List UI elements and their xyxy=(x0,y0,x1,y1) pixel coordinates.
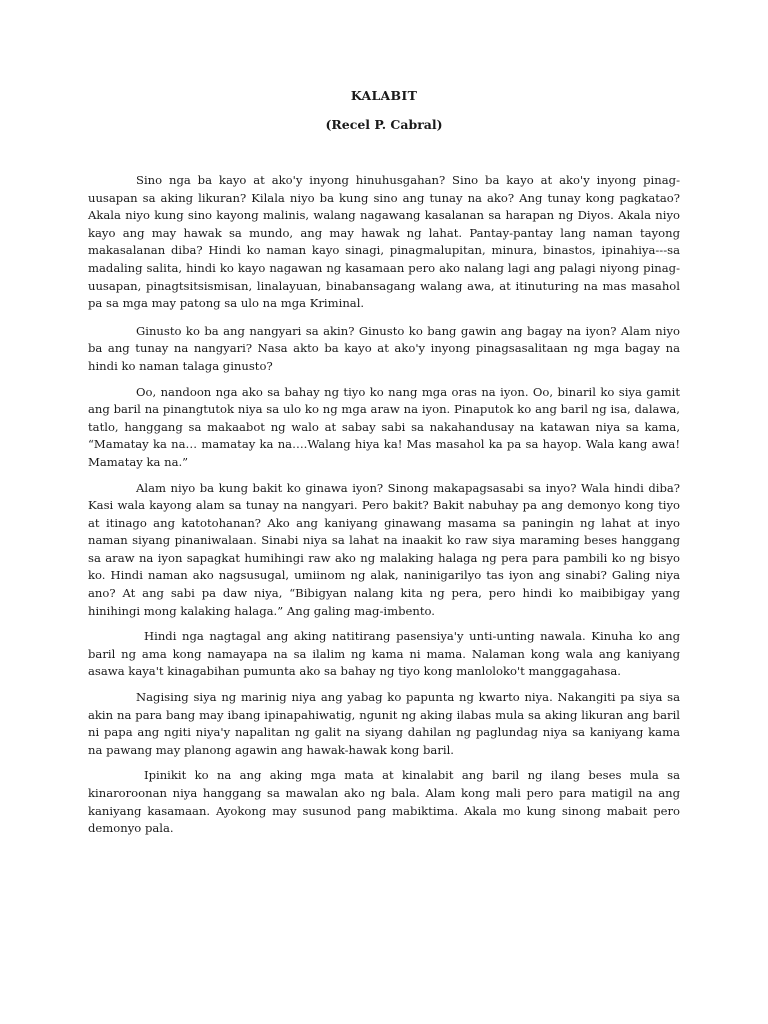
paragraph-1: Sino nga ba kayo at ako'y inyong hinuhusgahan? Sino ba kayo at ako'y inyong pinag-uusapan sa aking likuran? Kilala niyo ba kung sino ang tunay na ako? Ang tunay kong pagkatao? Akala niyo kung sino kayong malinis, walang nagawang kasalanan sa harapan ng Diyos. Akala niyo kayo ang may hawak sa mundo, ang may hawak ng lahat. Pantay-pantay lang naman tayong makasalanan diba? Hindi ko naman kayo sinagi, pinagmalupitan, minura, binastos, ipinahiya---sa madaling salita, hindi ko kayo nagawan ng kasamaan pero ako nalang lagi ang palagi niyong pinag-uusapan, pinagtsitsismisan, linalayuan, binabansagang walang awa, at itinuturing na mas masahol pa sa mga may patong sa ulo na mga Kriminal. xyxy=(88,173,680,311)
document-page xyxy=(88,88,680,846)
paragraph-2: Ginusto ko ba ang nangyari sa akin? Ginusto ko bang gawin ang bagay na iyon? Alam niyo ba ang tunay na nangyari? Nasa akto ba kayo at ako'y inyong pinagsasalitaan ng mga bagay na hindi ko naman talaga ginusto? xyxy=(88,323,680,373)
document-author: (Recel P. Cabral) xyxy=(325,117,443,132)
document-title: KALABIT xyxy=(350,88,418,103)
paragraph-7: Ipinikit ko na ang aking mga mata at kinalabit ang baril ng ilang beses mula sa kinaroroonan niya hanggang sa mawalan ako ng bala. Alam kong mali pero para matigil na ang kaniyang kasamaan. Ayokong may susunod pang mabiktima. Akala mo kung sinong mabait pero demonyo pala. xyxy=(88,768,680,836)
paragraph-5: Hindi nga nagtagal ang aking natitirang pasensiya'y unti-unting nawala. Kinuha ko ang baril ng ama kong namayapa na sa ilalim ng kama ni mama. Nalaman kong wala ang kaniyang asawa kaya't kinagabihan pumunta ako sa bahay ng tiyo kong manloloko't manggagahasa. xyxy=(88,629,680,679)
paragraph-6: Nagising siya ng marinig niya ang yabag ko papunta ng kwarto niya. Nakangiti pa siya sa akin na para bang may ibang ipinapahiwatig, ngunit ng aking ilabas mula sa aking likuran ang baril ni papa ang ngiti niya'y napalitan ng galit na siyang dahilan ng paglundag niya sa kaniyang kama na pawang may planong agawin ang hawak-hawak kong baril. xyxy=(88,690,680,757)
paragraph-4: Alam niyo ba kung bakit ko ginawa iyon? Sinong makapagsasabi sa inyo? Wala hindi diba? Kasi wala kayong alam sa tunay na nangyari. Pero bakit? Bakit nabuhay pa ang demonyo kong tiyo at itinago ang katotohanan? Ako ang kaniyang ginawang masama sa paningin ng lahat at inyo naman siyang pinaniwalaan. Sinabi niya sa lahat na inaakit ko raw siya maraming beses hanggang sa araw na iyon sapagkat humihingi raw ako ng malaking halaga ng pera para pambili ko ng bisyo ko. Hindi naman ako nagsusugal, umiinom ng alak, naninigarilyo tas iyon ang sinabi? Galing niya ano? At ang sabi pa daw niya, “Bibigyan nalang kita ng pera, pero hindi ko maibibigay yang hinihingi mong kalaking halaga.” Ang galing mag-imbento. xyxy=(88,480,680,618)
paragraph-3: Oo, nandoon nga ako sa bahay ng tiyo ko nang mga oras na iyon. Oo, binaril ko siya gamit ang baril na pinangtutok niya sa ulo ko ng mga araw na iyon. Pinaputok ko ang baril ng isa, dalawa, tatlo, hanggang sa makaabot ng walo at sabay sabi sa nakahandusay na katawan niya sa kama, “Mamatay ka na… mamatay ka na….Walang hiya ka! Mas masahol ka pa sa hayop. Wala kang awa! Mamatay ka na.” xyxy=(88,384,680,469)
